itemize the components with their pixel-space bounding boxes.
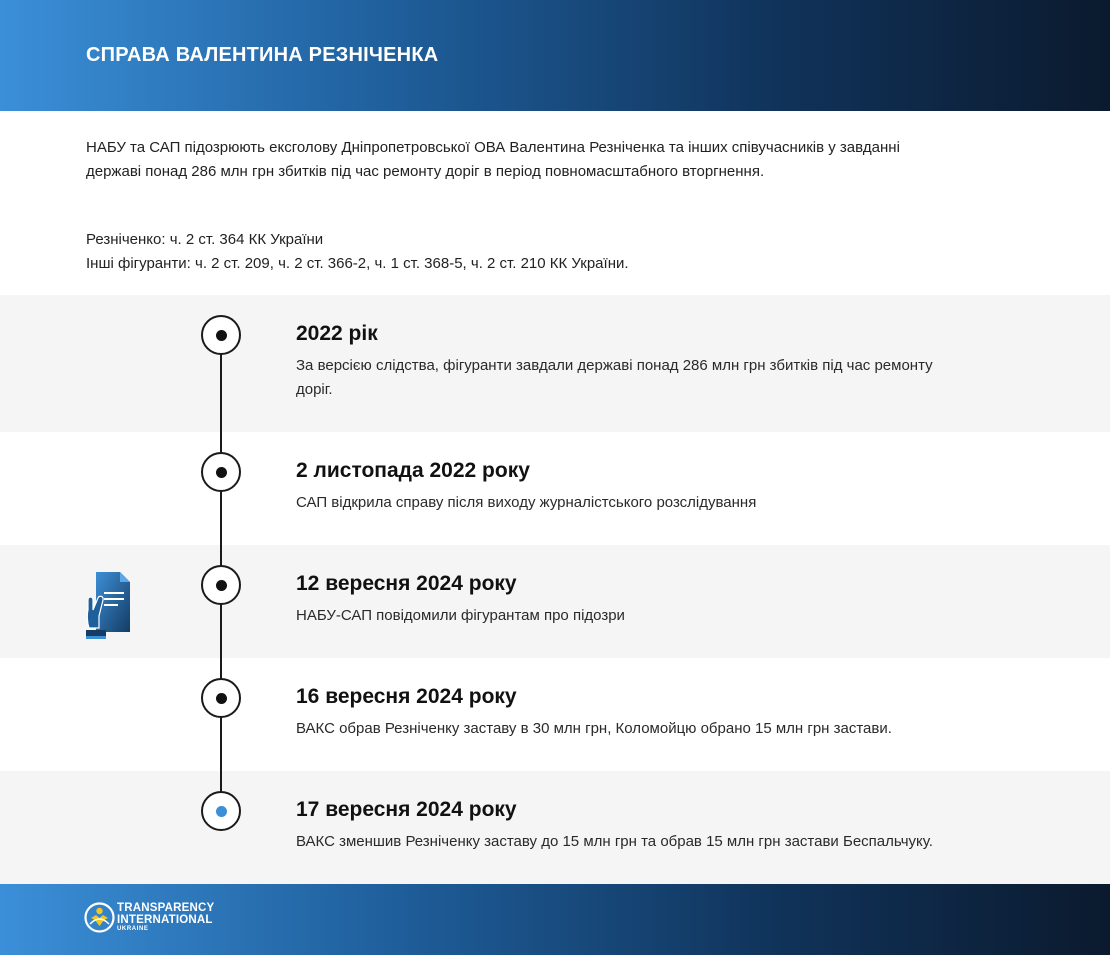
transparency-logo [84, 902, 264, 938]
intro-line: НАБУ та САП підозрюють ексголову Дніпропетровської ОВА Валентина Резніченка та інших співучасників у завданні [86, 139, 900, 156]
timeline-node [201, 315, 241, 355]
event-date: 2 листопада 2022 року [296, 459, 530, 482]
event-text [296, 354, 1016, 402]
timeline-row [0, 771, 1110, 884]
logo-line: INTERNATIONAL [117, 914, 213, 926]
logo-subtitle: UKRAINE [117, 926, 149, 932]
event-text: САП відкрила справу після виходу журналістського розслідування [296, 494, 757, 511]
event-date: 2022 рік [296, 322, 378, 345]
timeline-node [201, 452, 241, 492]
article-line: Резніченко: ч. 2 ст. 364 КК України [86, 231, 324, 248]
page-title: СПРАВА ВАЛЕНТИНА РЕЗНІЧЕНКА [86, 44, 439, 66]
timeline-row [0, 658, 1110, 771]
transparency-logo-icon [84, 902, 115, 933]
timeline-node [201, 565, 241, 605]
event-date: 12 вересня 2024 року [296, 572, 517, 595]
event-text: НАБУ-САП повідомили фігурантам про підозри [296, 607, 625, 624]
event-text-line: За версією слідства, фігуранти завдали державі понад 286 млн грн збитків під час ремонту [296, 357, 933, 374]
intro-paragraph [86, 136, 1006, 184]
article-line: Інші фігуранти: ч. 2 ст. 209, ч. 2 ст. 366-2, ч. 1 ст. 368-5, ч. 2 ст. 210 КК України. [86, 255, 629, 272]
timeline-node [201, 791, 241, 831]
event-text: ВАКС зменшив Резніченку заставу до 15 млн грн та обрав 15 млн грн застави Беспальчуку. [296, 833, 933, 850]
event-text-line: доріг. [296, 381, 333, 398]
logo-line: TRANSPARENCY [117, 902, 215, 914]
timeline-node [201, 678, 241, 718]
timeline-row [0, 545, 1110, 658]
event-date: 16 вересня 2024 року [296, 685, 517, 708]
legal-articles [86, 228, 1006, 276]
event-text: ВАКС обрав Резніченку заставу в 30 млн грн, Коломойцю обрано 15 млн грн застави. [296, 720, 892, 737]
intro-line: державі понад 286 млн грн збитків під час ремонту доріг в період повномасштабного вторгнення. [86, 163, 765, 180]
header-banner [0, 0, 1110, 111]
logo-text [117, 902, 214, 926]
hand-document-icon [84, 570, 134, 642]
timeline-row [0, 432, 1110, 545]
event-date: 17 вересня 2024 року [296, 798, 517, 821]
